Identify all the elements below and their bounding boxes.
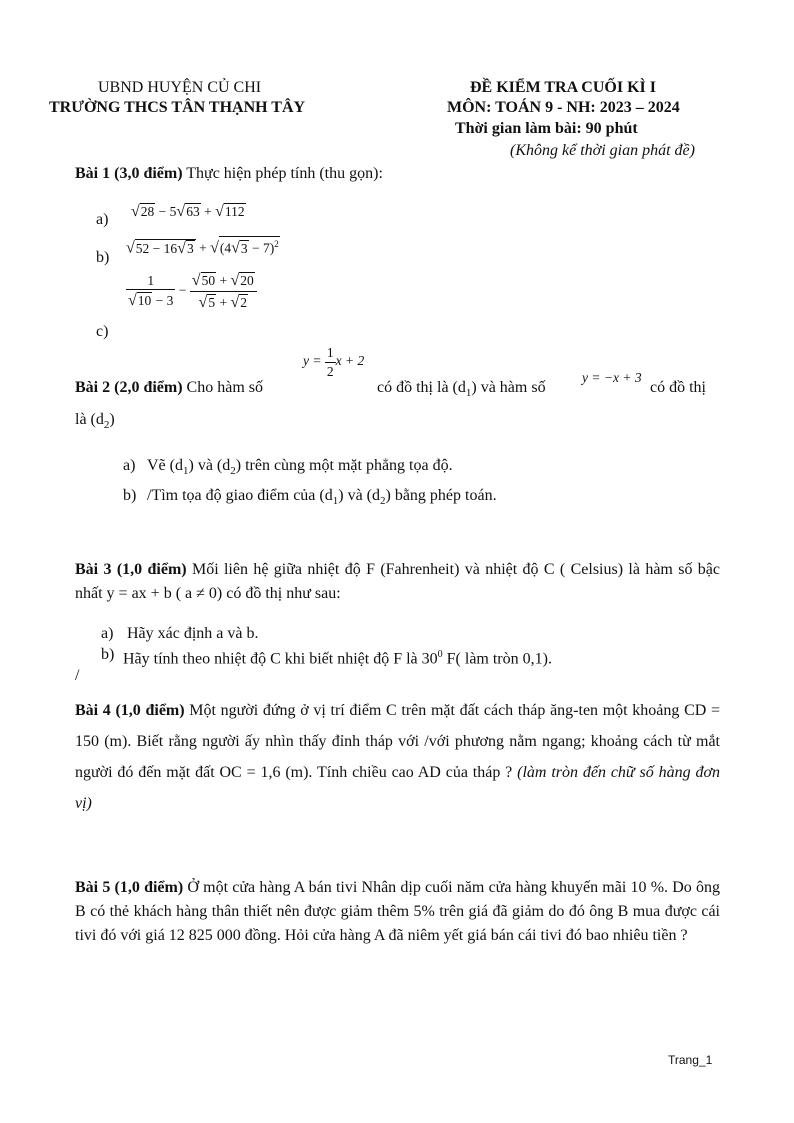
bai3-b-label: b)	[101, 646, 115, 663]
bai1-c-label: c)	[96, 323, 109, 340]
header-school: TRƯỜNG THCS TÂN THẠNH TÂY	[49, 99, 306, 116]
bai3-a-label: a)	[101, 625, 114, 642]
header-subject: MÔN: TOÁN 9 - NH: 2023 – 2024	[447, 99, 680, 116]
bai3-paragraph	[75, 558, 720, 606]
bai2-a-label: a)	[123, 457, 136, 474]
bai1-b-label: b)	[96, 249, 110, 266]
bai1-b-expression: $√52 - 16√3 + √(4√3 - 7)^2$	[126, 236, 280, 257]
bai1-a-expression: √28 − 5√63 + √112	[131, 203, 245, 220]
bai1-a-label: a)	[96, 211, 109, 228]
header-department: UBND HUYỆN CỦ CHI	[98, 79, 262, 96]
stray-slash: /	[75, 667, 80, 684]
bai2-b-label: b)	[123, 487, 137, 504]
page-number: Trang_1	[668, 1053, 713, 1067]
bai1-c-expression: $\frac{1}{√10 - 3}$ − $\frac{√50 + √20}{√5 + √2}$	[126, 272, 257, 311]
bai2-function2: y = −x + 3	[582, 370, 642, 385]
radicand: 112	[224, 204, 245, 219]
bai2-line1-end: có đồ thị	[650, 379, 706, 396]
bai4-text: Một người đứng ở vị trí điểm C trên mặt đất cách tháp ăng-ten một khoảng CD = 150 (m). Biết rằng người ấy nhìn thấy đỉnh tháp với /với phương nằm ngang; khoảng cách từ mắt người đó đến mặt đất OC = 1,6 (m). Tính chiều cao AD của tháp ?	[75, 702, 721, 781]
bai4-title: Bài 4 (1,0 điểm)	[75, 702, 185, 719]
bai5-title: Bài 5 (1,0 điểm)	[75, 879, 184, 896]
bai1-heading	[75, 164, 383, 183]
bai3-title: Bài 3 (1,0 điểm)	[75, 561, 187, 578]
header-note: (Không kể thời gian phát đề)	[510, 142, 695, 159]
bai2-line2: là $(d_2)$	[75, 411, 115, 432]
bai2-b-text: /Tìm tọa độ giao điểm của $(d_1)$ và $(d_2)$ bằng phép toán.	[147, 487, 497, 508]
bai3-b-text: Hãy tính theo nhiệt độ C khi biết nhiệt độ F là $30^0$ F( làm tròn 0,1).	[123, 649, 552, 668]
bai3-text: Mối liên hệ giữa nhiệt độ F (Fahrenheit) và nhiệt độ C ( Celsius) là hàm số bậc nhất y = ax + b ( a ≠ 0) có đồ thị như sau:	[75, 561, 720, 602]
fraction: $\frac{√50 + √20}{√5 + √2}$	[190, 272, 257, 311]
radicand: $(4√3 - 7)^2$	[219, 236, 280, 257]
bai2-line1-start: Bài 2 (2,0 điểm) Cho hàm số	[75, 379, 263, 396]
bai1-text: Thực hiện phép tính (thu gọn):	[182, 165, 383, 182]
bai5-paragraph	[75, 876, 720, 948]
bai2-a-text: Vẽ $(d_1)$ và $(d_2)$ trên cùng một mặt phẳng tọa độ.	[147, 457, 453, 478]
bai2-line1-mid: có đồ thị là $(d_1)$ và hàm số	[377, 379, 546, 400]
bai3-a-text: Hãy xác định a và b.	[127, 625, 259, 642]
fraction: $\frac{1}{2}$	[326, 345, 334, 379]
radicand: 28	[140, 204, 155, 219]
bai5-text: Ở một cửa hàng A bán tivi Nhân dịp cuối năm cửa hàng khuyến mãi 10 %. Do ông B có thẻ khách hàng thân thiết nên được giảm thêm 5% trên giá đã giảm do đó ông B mua được cái tivi đó với giá 12 825 000 đồng. Hỏi cửa hàng A đã niêm yết giá bán cái tivi đó bao nhiêu tiền ?	[75, 879, 721, 944]
bai4-paragraph	[75, 695, 720, 819]
fraction: $\frac{1}{√10 - 3}$	[128, 272, 174, 310]
bai2-title: Bài 2 (2,0 điểm)	[75, 379, 183, 396]
radicand: 63	[186, 204, 200, 219]
header-duration: Thời gian làm bài: 90 phút	[455, 120, 638, 137]
radicand: 52 − 16√3	[135, 239, 194, 257]
bai4-rounding-note: (làm tròn đến chữ số hàng đơn vị)	[75, 764, 720, 812]
bai2-function1: y = $\frac{1}{2}$ x + 2	[303, 345, 365, 379]
header-exam-title: ĐỀ KIỂM TRA CUỐI KÌ I	[470, 79, 656, 96]
bai1-title: Bài 1 (3,0 điểm)	[75, 165, 183, 182]
